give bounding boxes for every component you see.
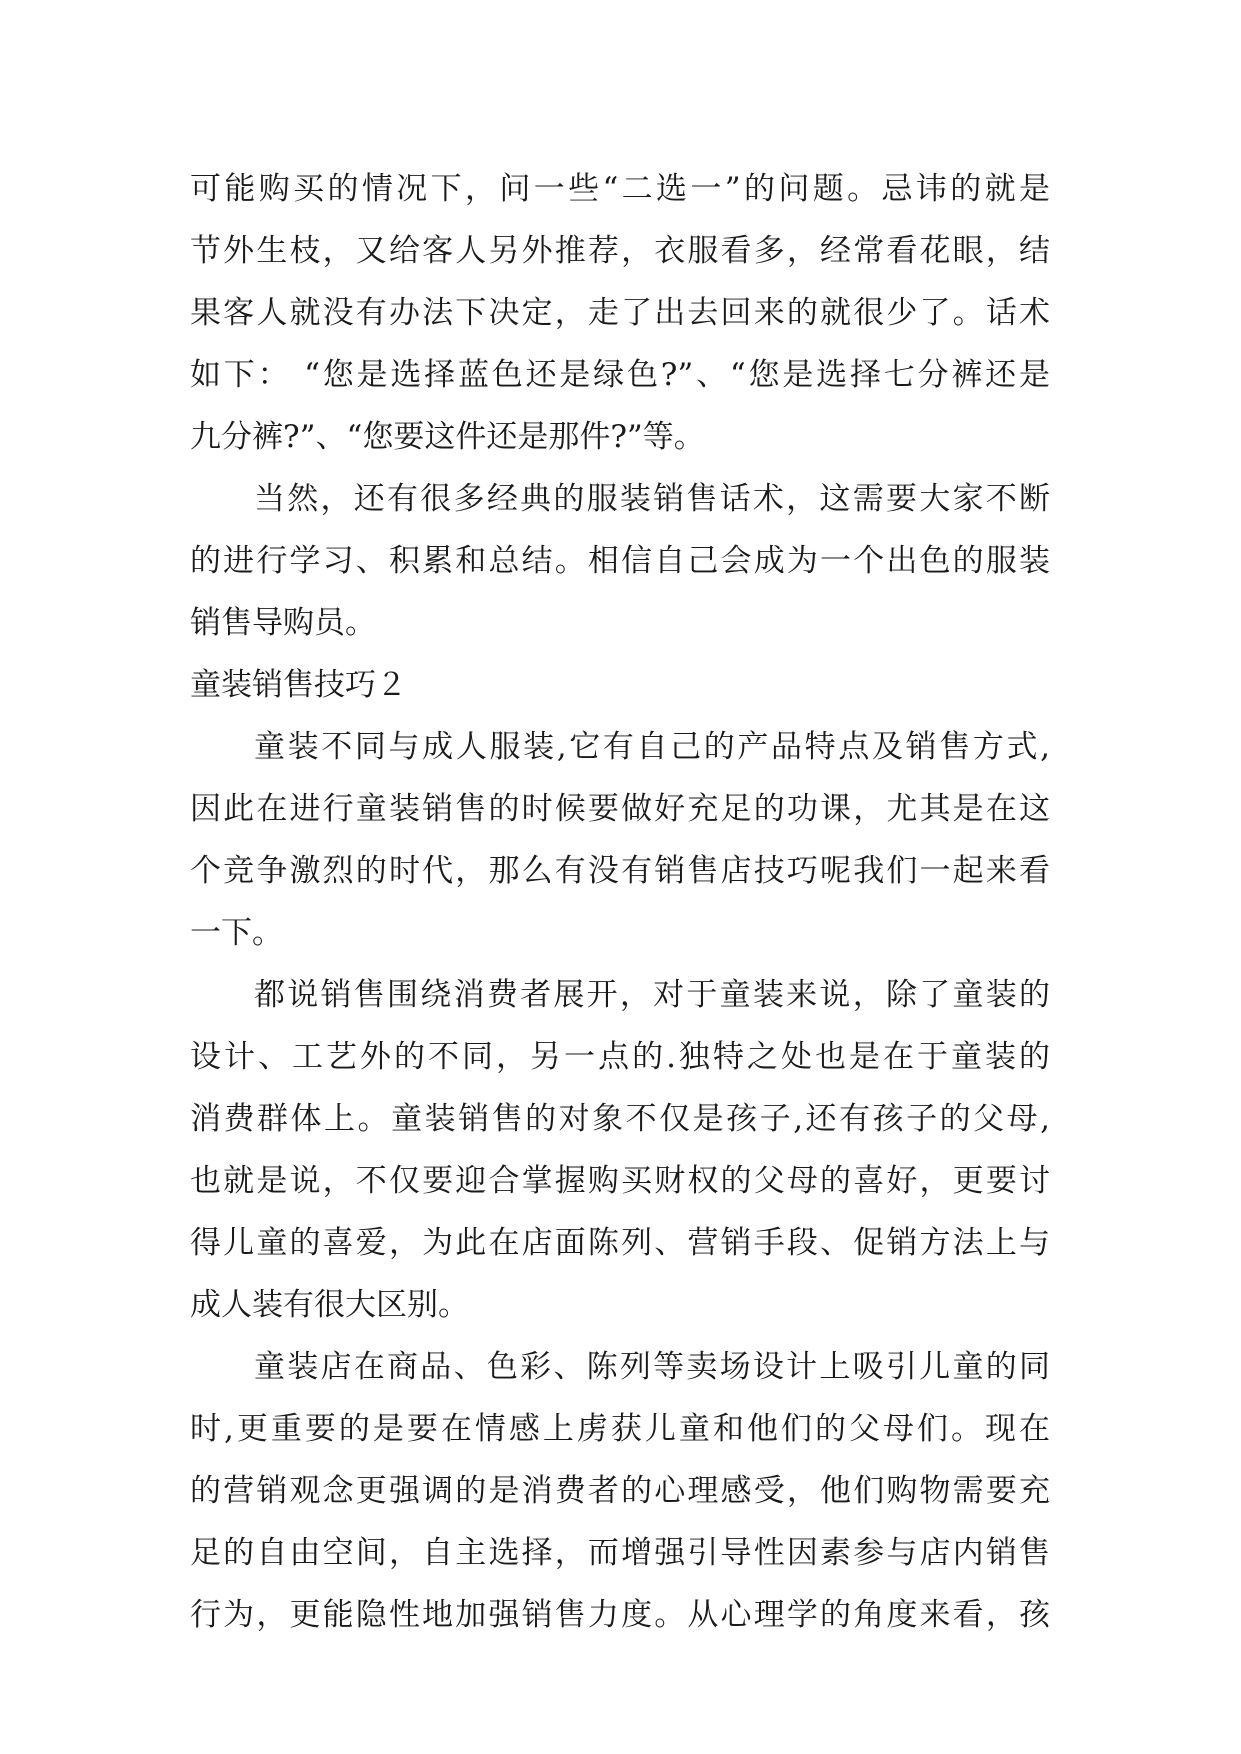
heading-text: 童装销售技巧２ bbox=[190, 667, 407, 703]
text-line: 销售导购员。 bbox=[190, 605, 376, 641]
text-line: 九分裤?”、“您要这件还是那件?”等。 bbox=[190, 419, 705, 455]
text-line: 个竞争激烈的时代，那么有没有销售店技巧呢我们一起来看 bbox=[190, 853, 1050, 889]
text-line: 也就是说，不仅要迎合掌握购买财权的父母的喜好，更要讨 bbox=[190, 1163, 1050, 1199]
text-line: 的营销观念更强调的是消费者的心理感受，他们购物需要充 bbox=[190, 1473, 1050, 1509]
text-line: 得儿童的喜爱，为此在店面陈列、营销手段、促销方法上与 bbox=[190, 1225, 1050, 1261]
text-line: 当然，还有很多经典的服装销售话术，这需要大家不断 bbox=[254, 481, 1050, 517]
paragraph bbox=[190, 1336, 1050, 1646]
text-line: 可能购买的情况下，问一些“二选一”的问题。忌讳的就是 bbox=[190, 171, 1050, 207]
section-heading bbox=[190, 654, 1050, 716]
paragraph bbox=[190, 468, 1050, 654]
document-body bbox=[190, 158, 1050, 1646]
text-line: 消费群体上。童装销售的对象不仅是孩子,还有孩子的父母, bbox=[190, 1101, 1050, 1137]
text-line: 如下： “您是选择蓝色还是绿色?”、“您是选择七分裤还是 bbox=[190, 357, 1050, 393]
text-line: 节外生枝，又给客人另外推荐，衣服看多，经常看花眼，结 bbox=[190, 233, 1050, 269]
paragraph bbox=[190, 716, 1050, 964]
text-line: 因此在进行童装销售的时候要做好充足的功课，尤其是在这 bbox=[190, 791, 1050, 827]
text-line: 足的自由空间，自主选择，而增强引导性因素参与店内销售 bbox=[190, 1535, 1050, 1571]
text-line: 行为，更能隐性地加强销售力度。从心理学的角度来看，孩 bbox=[190, 1597, 1050, 1633]
text-line: 设计、工艺外的不同，另一点的.独特之处也是在于童装的 bbox=[190, 1039, 1050, 1075]
text-line: 童装不同与成人服装,它有自己的产品特点及销售方式, bbox=[254, 729, 1050, 765]
text-line: 一下。 bbox=[190, 915, 283, 951]
text-line: 的进行学习、积累和总结。相信自己会成为一个出色的服装 bbox=[190, 543, 1050, 579]
text-line: 果客人就没有办法下决定，走了出去回来的就很少了。话术 bbox=[190, 295, 1050, 331]
text-line: 都说销售围绕消费者展开，对于童装来说，除了童装的 bbox=[254, 977, 1050, 1013]
paragraph bbox=[190, 158, 1050, 468]
text-line: 童装店在商品、色彩、陈列等卖场设计上吸引儿童的同 bbox=[254, 1349, 1050, 1385]
paragraph bbox=[190, 964, 1050, 1336]
text-line: 成人装有很大区别。 bbox=[190, 1287, 469, 1323]
text-line: 时,更重要的是要在情感上虏获儿童和他们的父母们。现在 bbox=[190, 1411, 1050, 1447]
